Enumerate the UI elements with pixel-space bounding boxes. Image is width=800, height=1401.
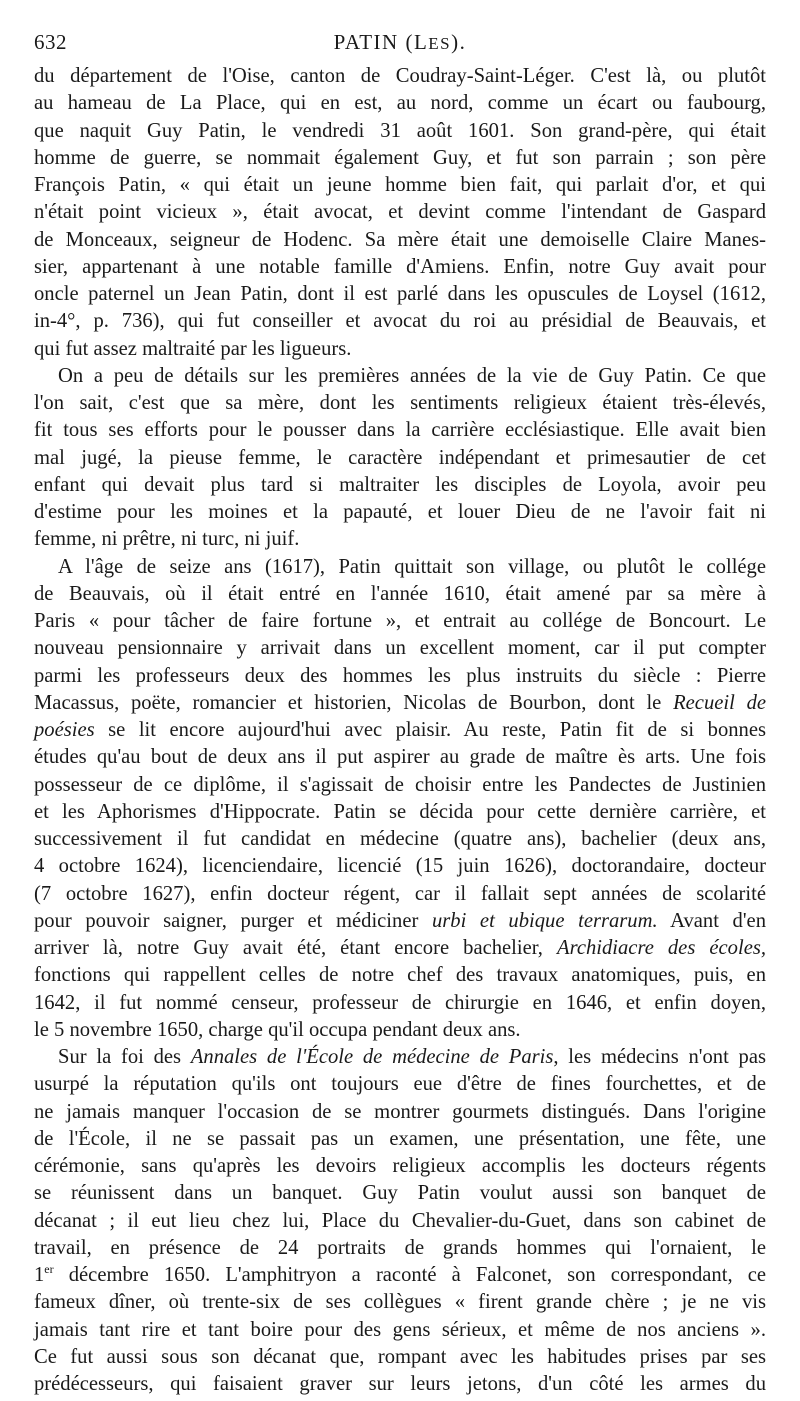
text-line — [34, 1208, 766, 1235]
running-head-close: ). — [451, 30, 467, 54]
line-text: Sur la foi des — [58, 1046, 191, 1068]
italic-text: Annales de l'École de médecine de Paris — [190, 1046, 554, 1068]
text-line — [34, 445, 766, 472]
text-line — [34, 1235, 766, 1262]
text-line — [34, 308, 766, 335]
line-text: n'était point vicieux », était avocat, et devint comme l'intendant de Gaspard — [34, 201, 766, 224]
text-line — [34, 990, 766, 1017]
line-text: pour pouvoir saigner, purger et médiciner — [34, 909, 432, 932]
text-line — [34, 390, 766, 417]
text-line — [34, 1126, 766, 1153]
text-line — [34, 1071, 766, 1098]
line-text: l'on sait, c'est que sa mère, dont les sentiments religieux étaient très-élevés, — [34, 392, 766, 414]
line-text: Avant d'en — [657, 909, 766, 932]
line-text: nouveau pensionnaire y arrivait dans un excellent moment, car il put compter — [34, 637, 766, 660]
text-line — [34, 336, 766, 363]
text-line — [34, 145, 766, 172]
line-text: oncle paternel un Jean Patin, dont il est parlé dans les opuscules de Loysel (1612, — [34, 283, 766, 305]
text-line — [34, 254, 766, 281]
text-line — [34, 1017, 766, 1044]
line-text: fonctions qui rappellent celles de notre chef des travaux anatomiques, puis, en — [34, 964, 766, 987]
line-text: et les Aphorismes d'Hippocrate. Patin se décida pour cette dernière carrière, et — [34, 800, 766, 823]
line-text: 4 octobre 1624), licenciendaire, licencié (15 juin 1626), doctorandaire, docteur — [34, 855, 766, 878]
line-text: au hameau de La Place, qui en est, au nord, comme un écart ou faubourg, — [34, 92, 766, 115]
page-header — [34, 22, 766, 62]
line-text: le 5 novembre 1650, charge qu'il occupa pendant deux ans. — [34, 1018, 521, 1041]
text-line — [34, 63, 766, 90]
line-text: se réunissent dans un banquet. Guy Patin voulut aussi son banquet de — [34, 1182, 766, 1205]
line-text: Macassus, poëte, romancier et historien, Nicolas de Bourbon, dont le — [34, 691, 674, 714]
line-text: mal jugé, la pieuse femme, le caractère indépendant et primesautier de cet — [34, 446, 766, 469]
line-text: in-4°, p. 736), qui fut conseiller et avocat du roi au présidial de Beauvais, et — [34, 310, 766, 333]
text-line — [34, 1044, 766, 1071]
text-line — [34, 90, 766, 117]
text-line — [34, 635, 766, 662]
line-text: Ce fut aussi sous son décanat que, rompant avec les habitudes prises par ses — [34, 1345, 766, 1368]
text-line — [34, 499, 766, 526]
line-text: sier, appartenant à une notable famille d'Amiens. Enfin, notre Guy avait pour — [34, 255, 766, 278]
text-line — [34, 663, 766, 690]
text-line — [34, 417, 766, 444]
line-text: possesseur de ce diplôme, il s'agissait de choisir entre les Pandectes de Justinien — [34, 773, 766, 796]
running-head-small-caps: ES — [428, 34, 452, 53]
text-line — [34, 281, 766, 308]
italic-text: Recueil de — [673, 691, 767, 714]
line-text: , les médecins n'ont pas — [553, 1046, 766, 1068]
page-number: 632 — [34, 30, 67, 54]
line-text: femme, ni prêtre, ni turc, ni juif. — [34, 528, 300, 551]
line-text: décembre 1650. L'amphitryon a raconté à Falconet, son correspondant, ce — [53, 1264, 766, 1286]
text-line — [34, 962, 766, 989]
text-line — [34, 1153, 766, 1180]
line-text: décanat ; il eut lieu chez lui, Place du Chevalier-du-Guet, dans son cabinet de — [34, 1209, 766, 1232]
line-text: On a peu de détails sur les premières années de la vie de Guy Patin. Ce que — [58, 364, 766, 387]
line-text: se lit encore aujourd'hui avec plaisir. Au reste, Patin fit de si bonnes — [94, 719, 766, 741]
line-text: (7 octobre 1627), enfin docteur régent, car il fallait sept années de scolarité — [34, 882, 766, 905]
line-text: que naquit Guy Patin, le vendredi 31 août 1601. Son grand-père, qui était — [34, 119, 766, 142]
text-line — [34, 1317, 766, 1344]
line-text: A l'âge de seize ans (1617), Patin quittait son village, ou plutôt le collége — [58, 555, 766, 578]
text-line — [34, 1289, 766, 1316]
text-line — [34, 581, 766, 608]
text-line — [34, 690, 766, 717]
body-text — [34, 63, 766, 1398]
italic-text: urbi et ubique terrarum. — [431, 909, 658, 932]
text-line — [34, 717, 766, 744]
line-text: François Patin, « qui était un jeune homme bien fait, qui parlait d'or, et qui — [34, 174, 766, 196]
line-text: de Beauvais, où il était entré en l'année 1610, était amené par sa mère à — [34, 582, 766, 605]
superscript-text: er — [44, 1262, 54, 1277]
line-text: du département de l'Oise, canton de Coudray-Saint-Léger. C'est là, ou plutôt — [34, 65, 766, 87]
line-text: de l'École, il ne se passait pas un examen, une présentation, une fête, une — [34, 1127, 766, 1150]
italic-text: Archidiacre des écoles, — [557, 937, 766, 959]
text-line — [34, 472, 766, 499]
line-text: de Monceaux, seigneur de Hodenc. Sa mère était une demoiselle Claire Manes- — [34, 228, 766, 251]
text-line — [34, 554, 766, 581]
text-line — [34, 1099, 766, 1126]
line-text: homme de guerre, se nommait également Guy, et fut son parrain ; son père — [34, 146, 766, 169]
running-head — [34, 30, 766, 55]
line-text: arriver là, notre Guy avait été, étant encore bachelier, — [34, 937, 557, 959]
text-line — [34, 526, 766, 553]
line-text: ne jamais manquer l'occasion de se montrer gourmets distingués. Dans l'origine — [34, 1100, 766, 1123]
text-line — [34, 799, 766, 826]
running-head-main: PATIN (L — [333, 30, 429, 54]
text-line — [34, 826, 766, 853]
text-line — [34, 881, 766, 908]
text-line — [34, 118, 766, 145]
text-line — [34, 172, 766, 199]
line-text: qui fut assez maltraité par les ligueurs. — [34, 337, 352, 360]
text-line — [34, 363, 766, 390]
text-line — [34, 608, 766, 635]
line-text: 1 — [34, 1264, 45, 1286]
line-text: travail, en présence de 24 portraits de grands hommes qui l'ornaient, le — [34, 1236, 766, 1259]
text-line — [34, 908, 766, 935]
text-line — [34, 199, 766, 226]
line-text: cérémonie, sans qu'après les devoirs religieux accomplis les docteurs régents — [34, 1155, 766, 1177]
text-line — [34, 744, 766, 771]
line-text: fameux dîner, où trente-six de ses collègues « firent grande chère ; je ne vis — [34, 1291, 766, 1314]
line-text: études qu'au bout de deux ans il put aspirer au grade de maître ès arts. Une fois — [34, 746, 766, 769]
text-line — [34, 935, 766, 962]
italic-text: poésies — [34, 719, 95, 741]
line-text: prédécesseurs, qui faisaient graver sur leurs jetons, d'un côté les armes du — [34, 1373, 766, 1395]
line-text: parmi les professeurs deux des hommes les plus instruits du siècle : Pierre — [34, 664, 766, 687]
text-line — [34, 1344, 766, 1371]
line-text: successivement il fut candidat en médecine (quatre ans), bachelier (deux ans, — [34, 828, 766, 850]
text-line — [34, 227, 766, 254]
line-text: jamais tant rire et tant boire pour des gens sérieux, et même de nos anciens ». — [34, 1318, 766, 1341]
line-text: fit tous ses efforts pour le pousser dans la carrière ecclésiastique. Elle avait bien — [34, 419, 766, 442]
text-line — [34, 1262, 766, 1289]
line-text: Paris « pour tâcher de faire fortune », et entrait au collége de Boncourt. Le — [34, 610, 766, 632]
line-text: 1642, il fut nommé censeur, professeur de chirurgie en 1646, et enfin doyen, — [34, 991, 766, 1014]
line-text: d'estime pour les moines et la papauté, et louer Dieu de ne l'avoir fait ni — [34, 501, 766, 523]
line-text: usurpé la réputation qu'ils ont toujours eue d'être de fines fourchettes, et de — [34, 1073, 766, 1096]
text-line — [34, 1180, 766, 1207]
text-line — [34, 853, 766, 880]
text-line — [34, 1371, 766, 1398]
line-text: enfant qui devait plus tard si maltraiter les disciples de Loyola, avoir peu — [34, 473, 766, 496]
text-line — [34, 772, 766, 799]
